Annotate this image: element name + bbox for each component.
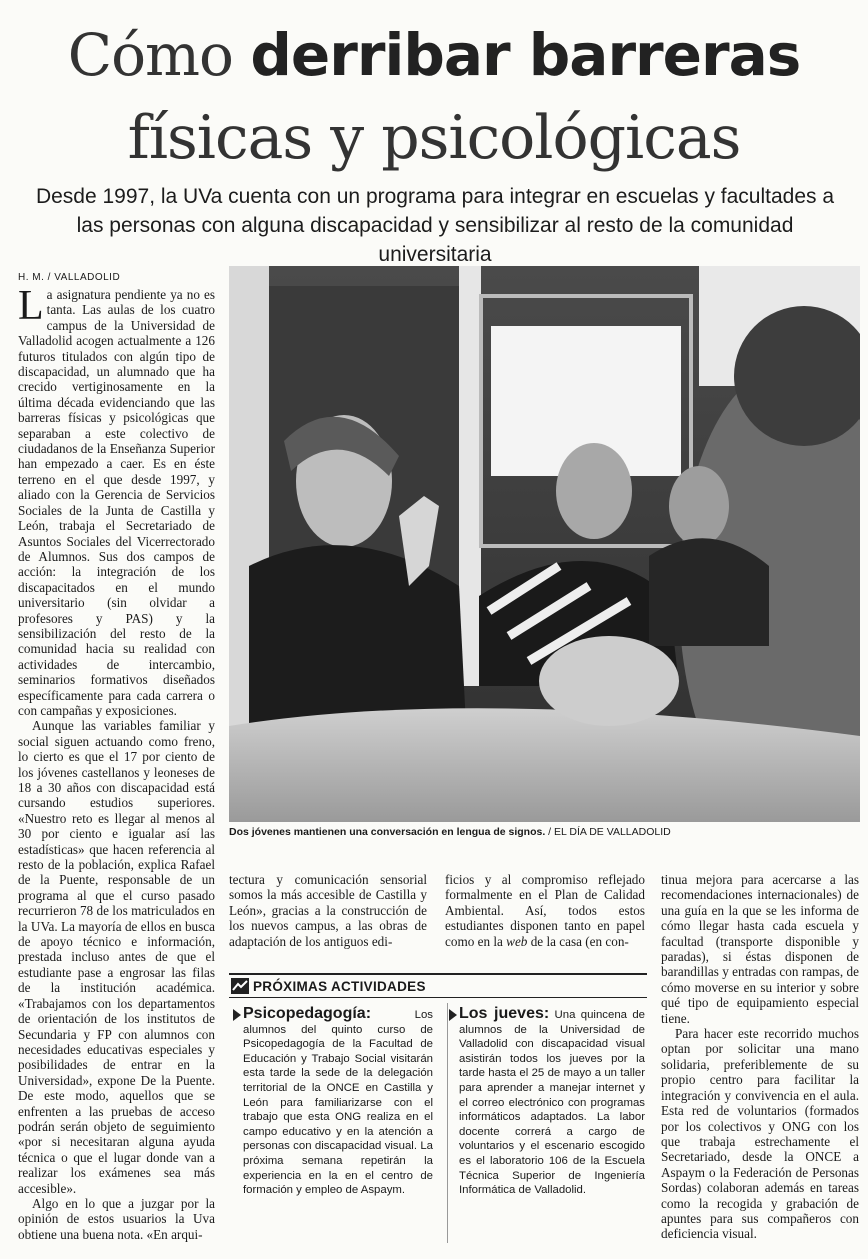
article-column-1 [18,272,215,1242]
column-divider [447,1003,448,1243]
activities-box [229,973,647,1250]
activity-item-psicopedagogia [243,1007,433,1198]
text-part: ficios y al compromiso reflejado formalmente en el Plan de Calidad Ambiental. Así, todos estos estudiantes disponen tanto en papel como en la [445,872,645,949]
activity-text: Los alumnos del quinto curso de Psicopedagogía de la Facultad de Educación y Trabajo Social visitarán esta tarde la sede de la delegación territorial de la ONCE en Castilla y León para familiarizarse con el trabajo que esta ONG realiza en el campo educativo y en la atención a personas con discapacidad visual. La próxima semana repetirán la experiencia en la en el centro de formación y empleo de Aspaym. [243,1009,433,1197]
subtitle: Desde 1997, la UVa cuenta con un programa para integrar en escuelas y facultades a las personas con alguna discapacidad y sensibilizar al resto de la comunidad universitaria [35,185,835,266]
article-paragraph-2: Para hacer este recorrido muchos optan por solicitar una mano solidaria, preferiblemente de su propio centro para facilitar la integración y convivencia en el aula. Esta red de voluntarios (formados por los colectivos y ONG con los que trabaja estrechamente el Secretariado, desde la ONCE a Aspaym o la Federación de Personas Sordas) colaboran además en tareas como la recogida y grabación de apuntes para sus compañeros con deficiencia visual. [661,1026,859,1242]
article-paragraph: tectura y comunicación sensorial somos la más accesible de Castilla y León», gracias a la construcción de los nuevos campus, a las obras de adaptación de los antiguos edi- [229,872,427,949]
photo-illustration [229,266,860,822]
article-photo [229,266,860,822]
text-emphasis: web [506,933,528,949]
article-paragraph-3: Algo en lo que a juzgar por la opinión de estos usuarios la Uva obtiene una buena nota. «En arqui- [18,1195,215,1242]
article-paragraph-1: tinua mejora para acercarse a las recomendaciones internacionales) de una guía en la que se les informa de cómo llegar hasta cada escuela y facultad (transporte disponible y paradas), si éstas disponen de barandillas y entradas con rampas, de cómo moverse en su interior y sobre qué tipo de equipamiento especial tiene. [661,872,859,1026]
activities-box-title: PRÓXIMAS ACTIVIDADES [253,979,426,994]
trend-icon [231,978,249,994]
caption-text: Dos jóvenes mantienen una conversación en lengua de signos. [229,826,546,838]
photo-caption [229,826,860,839]
headline-bold: derribar barreras [250,21,801,89]
caption-credit: / EL DÍA DE VALLADOLID [545,826,671,838]
activity-item-jueves [459,1007,645,1198]
activity-lead: Los jueves: [459,1005,550,1022]
drop-cap: L [18,283,44,329]
article-paragraph-1 [18,283,215,718]
text-part: de la casa (en con- [527,933,629,949]
byline: H. M. / VALLADOLID [18,272,121,283]
article-column-3 [445,872,645,949]
headline-line-1 [0,20,868,90]
arrow-marker-icon [449,1009,457,1021]
activity-lead: Psicopedagogía: [243,1005,372,1022]
headline-light: Cómo [67,21,251,89]
paragraph-text: a asignatura pendiente ya no es tanta. Las aulas de los cuatro campus de la Universidad de Valladolid acogen actualmente a 126 futuros titulados con algún tipo de discapacidad, un alumnado que ha crecido vertiginosamente en la última década evidenciando que las barreras físicas y psicológicas que separaban a este colectivo de ciudadanos de la Enseñanza Superior han empezado a caer. Es en éste terreno en el que desde 1997, y aliado con la Gerencia de Servicios Sociales de la Junta de Castilla y León, trabaja el Secretariado de Asuntos Sociales del Vicerrectorado de Alumnos. Sus dos campos de acción: la integración de los discapacitados en el mundo universitario (sin olvidar a profesores y PAS) y la sensibilización del resto de la comunidad hacia su realidad con actividades de intercambio, seminarios formativos diseñados específicamente para cada carrera o con campañas y exposiciones. [18,287,215,718]
article-paragraph [445,872,645,949]
arrow-marker-icon [233,1009,241,1021]
article-column-2 [229,872,427,949]
activity-text: Una quincena de alumnos de la Universidad de Valladolid con discapacidad visual asistirán todos los jueves por la tarde hasta el 25 de mayo a un taller para aprender a manejar internet y el correo electrónico con programas informáticos adaptados. La labor docente correrá a cargo de voluntarios y el escenario escogido es el laboratorio 106 de la Escuela Técnica Superior de Ingeniería Informática de Valladolid. [459,1009,646,1197]
article-column-4 [661,872,859,1242]
article-paragraph-2: Aunque las variables familiar y social siguen actuando como freno, lo cierto es que el 17 por ciento de los jóvenes castellanos y leoneses de 18 a 30 años con discapacidad está cursando estudios superiores. «Nuestro reto es llegar al menos al 30 por ciento e igualar así las estadísticas» que hacen referencia al resto de la población, explica Rafael de la Puente, responsable de un programa al que el curso pasado recurrieron 78 de los matriculados en la UVa. La mayoría de ellos en busca de apoyo técnico e información, prestada incluso antes de que el estudiante pase a engrosar las filas de la institución académica. «Trabajamos con los departamentos de orientación de los institutos de Secundaria y FP con alumnos con necesidades educativas especiales y posibilidades de entrar en la Universidad», expone De la Puente. De este modo, aquellos que se enfrenten a las pruebas de acceso podrán serán objeto de seguimiento «por si necesitaran alguna ayuda técnica o que el lugar donde van a realizar los exámenes sea más accesible». [18,718,215,1196]
activities-box-header [229,973,647,998]
headline-line-2: físicas y psicológicas [127,103,741,173]
